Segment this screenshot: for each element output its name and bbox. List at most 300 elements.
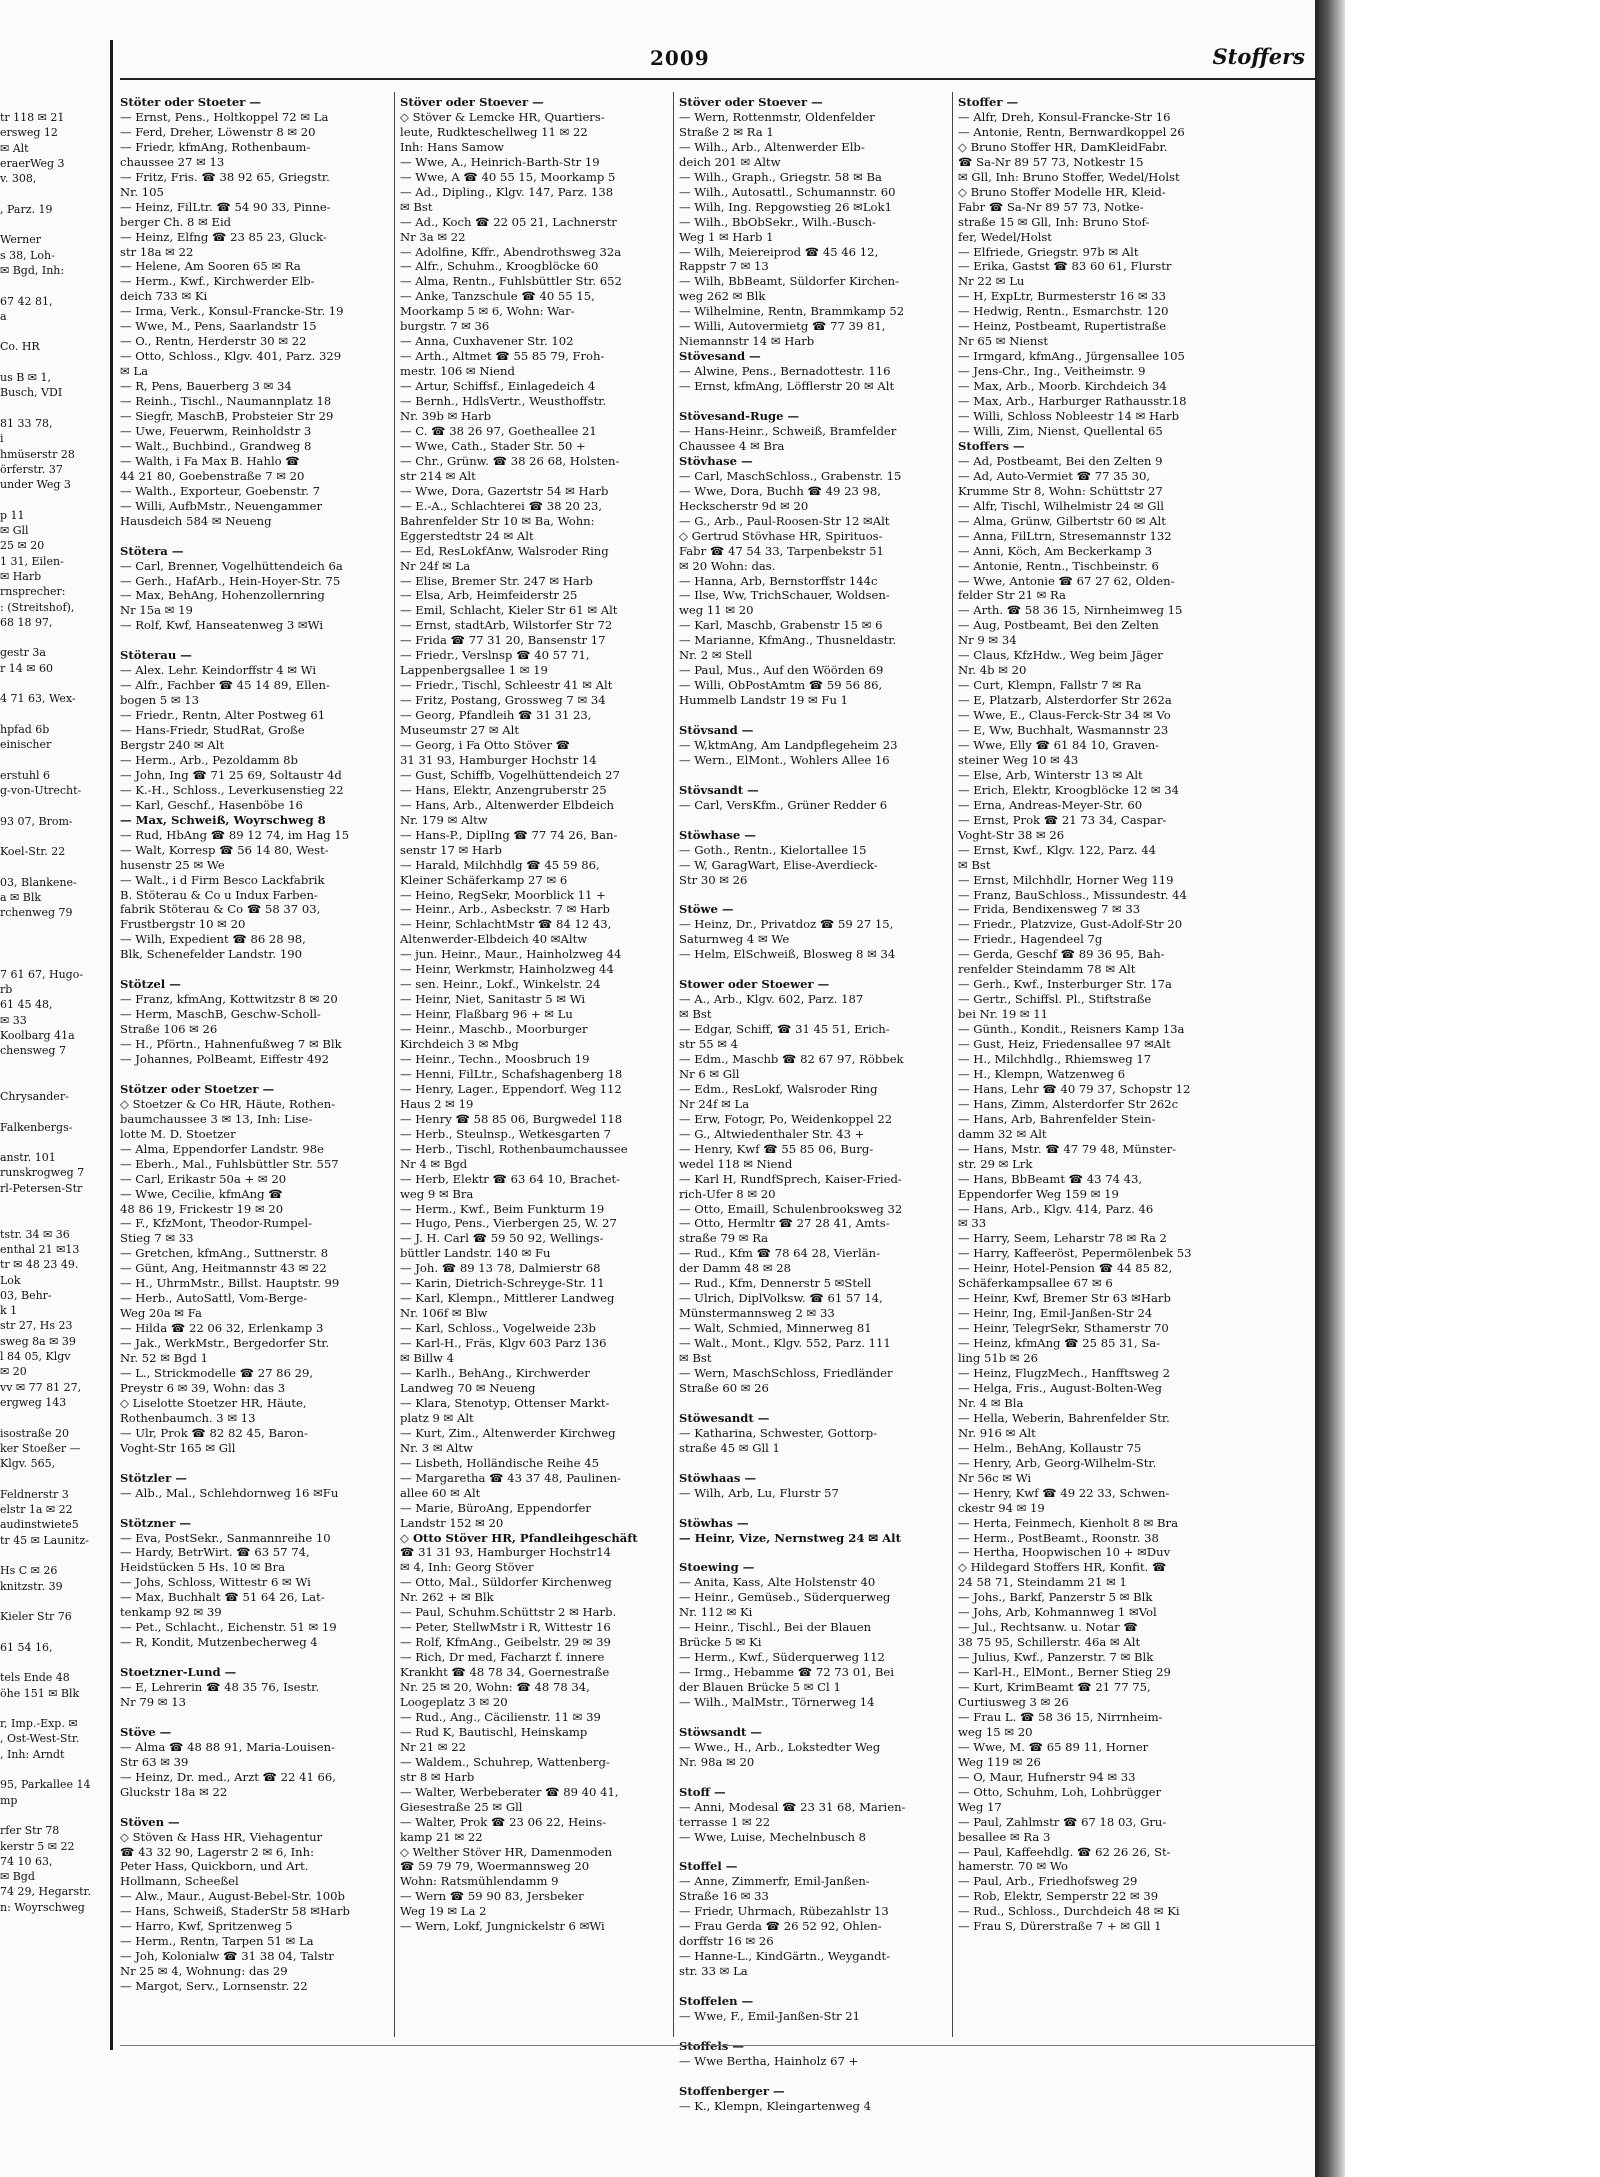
directory-entry: 24 58 71, Steindamm 21 ✉ 1 [958, 1575, 1127, 1590]
directory-entry: lotte M. D. Stoetzer [120, 1126, 236, 1141]
directory-entry: ☎ 59 79 79, Woermannsweg 20 [400, 1859, 590, 1874]
directory-entry: — Ad., Dipling., Klgv. 147, Parz. 138 [400, 184, 614, 199]
directory-entry: — Ernst, Pens., Holtkoppel 72 ✉ La [120, 109, 329, 124]
directory-entry: — Wwe, Dora, Buchh ☎ 49 23 98, [679, 483, 881, 498]
directory-entry: — Gust, Schiffb, Vogelhüttendeich 27 [400, 767, 620, 782]
directory-entry: Nr 65 ✉ Nienst [958, 334, 1048, 349]
fragment-line [0, 860, 92, 875]
fragment-line: a ✉ Blk [0, 891, 42, 905]
fragment-line [0, 1548, 92, 1563]
directory-entry: Haus 2 ✉ 19 [400, 1096, 474, 1111]
fragment-line: 67 42 81, [0, 294, 53, 308]
directory-entry: — Franz, kfmAng, Kottwitzstr 8 ✉ 20 [120, 992, 338, 1007]
directory-entry: — E, Lehrerin ☎ 48 35 76, Isestr. [120, 1680, 320, 1695]
fragment-line: str 27, Hs 23 [0, 1319, 73, 1333]
directory-entry: — Carl, VersKfm., Grüner Redder 6 [679, 797, 888, 812]
directory-entry: — Anna, FilLtrn, Stresemannstr 132 [958, 528, 1172, 543]
directory-entry: — Pet., Schlacht., Eichenstr. 51 ✉ 19 [120, 1620, 337, 1635]
surname-heading: Stöver oder Stoever — [679, 95, 823, 109]
directory-entry [679, 813, 949, 828]
directory-entry: — Jul., Rechtsanw. u. Notar ☎ [958, 1620, 1138, 1635]
directory-entry: — Johs, Arb, Kohmannweg 1 ✉Vol [958, 1605, 1157, 1620]
directory-entry: — Rich, Dr med, Facharzt f. innere [400, 1650, 605, 1665]
fragment-line: erstuhl 6 [0, 768, 51, 782]
directory-entry: ◇ Bruno Stoffer HR, DamKleidFabr. [958, 139, 1168, 154]
directory-entry: — Herm., PostBeamt., Roonstr. 38 [958, 1530, 1159, 1545]
fragment-line: knitzstr. 39 [0, 1579, 63, 1593]
directory-entry: straße 45 ✉ Gll 1 [679, 1440, 780, 1455]
fragment-line: , Inh: Arndt [0, 1747, 65, 1761]
surname-heading: Stötera — [120, 543, 184, 558]
directory-entry: Nr 15a ✉ 19 [120, 603, 193, 618]
directory-entry: — Henry, Lager., Eppendorf. Weg 112 [400, 1081, 622, 1096]
directory-entry: Landweg 70 ✉ Neueng [400, 1380, 536, 1395]
directory-entry: — Siegfr, MaschB, Probsteier Str 29 [120, 409, 334, 424]
directory-entry: — Herm., Kwf., Beim Funkturm 19 [400, 1201, 605, 1216]
directory-entry: Nr. 3 ✉ Altw [400, 1440, 473, 1455]
fragment-line: 61 45 48, [0, 998, 53, 1012]
directory-entry: — Artur, Schiffsf., Einlagedeich 4 [400, 379, 596, 394]
surname-heading: Stoffel — [679, 1859, 738, 1874]
fragment-line: 7 61 67, Hugo- [0, 967, 84, 981]
directory-entry: — Jak., WerkMstr., Bergedorfer Str. [120, 1336, 330, 1351]
directory-entry: — Margot, Serv., Lornsenstr. 22 [120, 1979, 308, 1994]
directory-entry: — Gerh., HafArb., Hein-Hoyer-Str. 75 [120, 573, 341, 588]
directory-entry: — Edgar, Schiff, ☎ 31 45 51, Erich- [679, 1022, 890, 1037]
directory-entry: — Willi, Zim, Nienst, Quellental 65 [958, 423, 1163, 438]
directory-entry: der Damm 48 ✉ 28 [679, 1261, 791, 1276]
directory-entry: — H., Pförtn., Hahnenfußweg 7 ✉ Blk [120, 1037, 342, 1052]
directory-entry: — Marie, BüroAng, Eppendorfer [400, 1500, 591, 1515]
directory-entry: bogen 5 ✉ 13 [120, 693, 200, 708]
directory-entry: — G., Arb., Paul-Roosen-Str 12 ✉Alt [679, 513, 890, 528]
directory-entry: ◇ Liselotte Stoetzer HR, Häute, [120, 1395, 307, 1410]
directory-entry: steiner Weg 10 ✉ 43 [958, 752, 1079, 767]
surname-heading: Stoffers — [958, 438, 1025, 453]
directory-entry: rich-Ufer 8 ✉ 20 [679, 1186, 776, 1201]
directory-entry: — Gerda, Geschf ☎ 89 36 95, Bah- [958, 947, 1165, 962]
directory-entry: Nr 4 ✉ Bgd [400, 1156, 468, 1171]
fragment-line [0, 217, 92, 232]
directory-entry: — Anke, Tanzschule ☎ 40 55 15, [400, 289, 595, 304]
directory-entry: — Hella, Weberin, Bahrenfelder Str. [958, 1410, 1170, 1425]
fragment-line: rnsprecher: [0, 585, 66, 599]
directory-entry: Voght-Str 38 ✉ 26 [958, 827, 1065, 842]
directory-entry: — Heinr, TelegrSekr, Sthamerstr 70 [958, 1321, 1169, 1336]
directory-entry: — Heinz, FilLtr. ☎ 54 90 33, Pinne- [120, 199, 331, 214]
directory-entry: — Wilh, BbBeamt, Süldorfer Kirchen- [679, 274, 900, 289]
directory-entry [679, 1710, 949, 1725]
directory-entry [679, 1456, 949, 1471]
directory-entry: chaussee 27 ✉ 13 [120, 154, 225, 169]
fragment-line: Klgv. 565, [0, 1457, 56, 1471]
directory-entry: Bahrenfelder Str 10 ✉ Ba, Wohn: [400, 513, 595, 528]
directory-entry: — Herm, MaschB, Geschw-Scholl- [120, 1007, 321, 1022]
directory-entry: — Walt., i d Firm Besco Lackfabrik [120, 872, 325, 887]
gutter-divider [110, 40, 113, 2050]
directory-entry: 38 75 95, Schillerstr. 46a ✉ Alt [958, 1635, 1141, 1650]
running-head: Stoffers [1212, 44, 1305, 69]
directory-entry: deich 201 ✉ Altw [679, 154, 781, 169]
directory-entry: — Claus, KfzHdw., Weg beim Jäger [958, 648, 1163, 663]
fragment-line: gestr 3a [0, 646, 46, 660]
fragment-line: p 11 [0, 508, 25, 522]
directory-entry: — Hanne-L., KindGärtn., Weygandt- [679, 1949, 891, 1964]
surname-heading: Stöwhas — [679, 1515, 749, 1530]
directory-entry: — Herb, Elektr ☎ 63 64 10, Brachet- [400, 1171, 621, 1186]
fragment-line: runskrogweg 7 [0, 1166, 85, 1180]
directory-entry: — Helm, ElSchweiß, Blosweg 8 ✉ 34 [679, 947, 896, 962]
directory-entry: — Marianne, KfmAng., Thusneldastr. [679, 633, 897, 648]
directory-entry: — Otto, Emaill, Schulenbrooksweg 32 [679, 1201, 903, 1216]
directory-entry: — Heinr, SchlachtMstr ☎ 84 12 43, [400, 917, 612, 932]
directory-entry: ◇ Gertrud Stövhase HR, Spirituos- [679, 528, 883, 543]
fragment-line: v. 308, [0, 172, 37, 186]
directory-entry: — Hans, Arb., Altenwerder Elbdeich [400, 797, 614, 812]
directory-entry: — Wilh., Graph., Griegstr. 58 ✉ Ba [679, 169, 882, 184]
directory-entry: Nr 79 ✉ 13 [120, 1694, 186, 1709]
fragment-line: g-von-Utrecht- [0, 784, 82, 798]
directory-entry: — Paul, Arb., Friedhofsweg 29 [958, 1874, 1138, 1889]
directory-entry: — Helene, Am Sooren 65 ✉ Ra [120, 259, 301, 274]
fragment-line [0, 829, 92, 844]
directory-entry: tenkamp 92 ✉ 39 [120, 1605, 222, 1620]
directory-entry: — Karl H, RundfSprech, Kaiser-Fried- [679, 1171, 902, 1186]
directory-entry: — Heinr, Werkmstr, Hainholzweg 44 [400, 962, 614, 977]
directory-entry [679, 962, 949, 977]
directory-entry: — Heinz, Dr. med., Arzt ☎ 22 41 66, [120, 1769, 336, 1784]
directory-entry: — Anita, Kass, Alte Holstenstr 40 [679, 1575, 876, 1590]
fragment-line: anstr. 101 [0, 1151, 56, 1165]
directory-entry: — Wwe, Antonie ☎ 67 27 62, Olden- [958, 573, 1175, 588]
fragment-line: 68 18 97, [0, 615, 53, 629]
column-3 [679, 95, 949, 2113]
directory-entry: — Reinh., Tischl., Naumannplatz 18 [120, 394, 332, 409]
directory-entry: — Heinr, Kwf, Bremer Str 63 ✉Harb [958, 1291, 1171, 1306]
directory-entry: Heckscherstr 9d ✉ 20 [679, 498, 809, 513]
directory-entry [679, 2024, 949, 2039]
directory-entry: Nr 25 ✉ 4, Wohnung: das 29 [120, 1964, 288, 1979]
directory-entry: ☎ 31 31 93, Hamburger Hochstr14 [400, 1545, 612, 1560]
directory-entry: — Waldem., Schuhrep, Wattenberg- [400, 1754, 610, 1769]
directory-entry: Preystr 6 ✉ 39, Wohn: das 3 [120, 1380, 286, 1395]
fragment-line: öhe 151 ✉ Blk [0, 1686, 80, 1700]
fragment-line: under Weg 3 [0, 478, 71, 492]
directory-entry: deich 733 ✉ Ki [120, 289, 208, 304]
directory-entry: — Hardy, BetrWirt. ☎ 63 57 74, [120, 1545, 310, 1560]
directory-entry [679, 1979, 949, 1994]
directory-entry: — Curt, Klempn, Fallstr 7 ✉ Ra [958, 678, 1142, 693]
directory-entry: — Wwe, A., Heinrich-Barth-Str 19 [400, 154, 600, 169]
directory-entry: — sen. Heinr., Lokf., Winkelstr. 24 [400, 977, 601, 992]
directory-entry: — W, GaragWart, Elise-Averdieck- [679, 857, 878, 872]
directory-entry: Fabr ☎ 47 54 33, Tarpenbekstr 51 [679, 543, 884, 558]
directory-entry: — Alw., Maur., August-Bebel-Str. 100b [120, 1889, 345, 1904]
directory-entry: — Heinr., Techn., Moosbruch 19 [400, 1052, 590, 1066]
fragment-line: s 38, Loh- [0, 248, 55, 262]
directory-entry: Krumme Str 8, Wohn: Schüttstr 27 [958, 483, 1163, 498]
fragment-line: hpfad 6b [0, 722, 50, 736]
column-rule [952, 92, 953, 2037]
directory-entry: — Alma, Grünw, Gilbertstr 60 ✉ Alt [958, 513, 1166, 528]
header-rule [120, 78, 1315, 80]
directory-entry: Münstermannsweg 2 ✉ 33 [679, 1306, 835, 1321]
directory-entry: — H, ExpLtr, Burmesterstr 16 ✉ 33 [958, 289, 1167, 304]
directory-entry: — Carl, Brenner, Vogelhüttendeich 6a [120, 558, 343, 573]
fragment-line [0, 1211, 92, 1226]
directory-entry: — Joh, Kolonialw ☎ 31 38 04, Talstr [120, 1949, 334, 1964]
directory-entry: ✉ Bst [679, 1007, 712, 1022]
directory-entry: — Heinr, Ing, Emil-Janßen-Str 24 [958, 1306, 1153, 1321]
surname-heading: Stöterau — [120, 648, 192, 663]
directory-entry: — Anni, Köch, Am Beckerkamp 3 [958, 543, 1153, 558]
directory-entry: fabrik Stöterau & Co ☎ 58 37 03, [120, 902, 321, 917]
fragment-line: : (Streitshof), [0, 600, 75, 614]
fragment-line: , Parz. 19 [0, 202, 53, 216]
directory-entry: — Heinz, Elfng ☎ 23 85 23, Gluck- [120, 229, 327, 244]
directory-entry: Loogeplatz 3 ✉ 20 [400, 1694, 508, 1709]
directory-entry: — Harro, Kwf, Spritzenweg 5 [120, 1919, 293, 1934]
directory-entry: — Rud., Schloss., Durchdeich 48 ✉ Ki [958, 1904, 1180, 1919]
fragment-line: 81 33 78, [0, 416, 53, 430]
directory-entry: — Else, Arb, Winterstr 13 ✉ Alt [958, 767, 1143, 782]
fragment-line: chensweg 7 [0, 1044, 66, 1058]
directory-entry: — Alb., Mal., Schlehdornweg 16 ✉Fu [120, 1485, 339, 1500]
directory-entry: — Ad., Koch ☎ 22 05 21, Lachnerstr [400, 214, 617, 229]
directory-entry: ◇ Stöver & Lemcke HR, Quartiers- [400, 109, 605, 124]
fragment-line: Co. HR [0, 340, 40, 354]
directory-entry: — Franz, BauSchloss., Missundestr. 44 [958, 887, 1187, 902]
directory-entry: — Wilh., Autosattl., Schumannstr. 60 [679, 184, 896, 199]
fragment-line: elstr 1a ✉ 22 [0, 1503, 73, 1517]
directory-entry: ☎ 43 32 90, Lagerstr 2 ✉ 6, Inh: [120, 1844, 315, 1859]
fragment-line: Koel-Str. 22 [0, 845, 66, 859]
directory-entry: — O, Maur, Hufnerstr 94 ✉ 33 [958, 1769, 1136, 1784]
directory-entry: Kleiner Schäferkamp 27 ✉ 6 [400, 872, 568, 887]
directory-entry: — Wwe, Luise, Mechelnbusch 8 [679, 1829, 866, 1844]
surname-heading: Stöter oder Stoeter — [120, 95, 262, 109]
fragment-line: ker Stoeßer — [0, 1441, 81, 1455]
fragment-line: rfer Str 78 [0, 1824, 60, 1838]
directory-entry: Eggerstedtstr 24 ✉ Alt [400, 528, 534, 543]
directory-entry: Nr. 916 ✉ Alt [958, 1425, 1036, 1440]
directory-entry: — Margaretha ☎ 43 37 48, Paulinen- [400, 1470, 621, 1485]
directory-entry: — Wwe, Dora, Gazertstr 54 ✉ Harb [400, 483, 609, 498]
directory-entry: — Hans-Friedr, StudRat, Große [120, 723, 305, 738]
directory-entry: Wohn: Ratsmühlendamm 9 [400, 1874, 559, 1889]
directory-entry: husenstr 25 ✉ We [120, 857, 225, 872]
directory-entry: Moorkamp 5 ✉ 6, Wohn: War- [400, 304, 575, 319]
fragment-line: Hs C ✉ 26 [0, 1564, 58, 1578]
directory-entry: Gluckstr 18a ✉ 22 [120, 1784, 228, 1799]
directory-entry: bei Nr. 19 ✉ 11 [958, 1007, 1049, 1022]
fragment-line: Chrysander- [0, 1090, 69, 1103]
directory-entry: Weg 19 ✉ La 2 [400, 1904, 487, 1919]
directory-entry: Peter Hass, Quickborn, und Art. [120, 1859, 309, 1874]
fragment-line: ergweg 143 [0, 1395, 67, 1409]
directory-entry: ✉ Bst [958, 857, 991, 872]
directory-entry: ckestr 94 ✉ 19 [958, 1500, 1045, 1515]
fragment-line: tels Ende 48 [0, 1671, 70, 1685]
directory-entry: berger Ch. 8 ✉ Eid [120, 214, 232, 229]
directory-entry: — Hans, BbBeamt ☎ 43 74 43, [958, 1171, 1143, 1186]
directory-entry: — Gust, Heiz, Friedensallee 97 ✉Alt [958, 1037, 1171, 1052]
directory-entry [120, 1501, 390, 1516]
directory-entry: — Friedr., Hagendeel 7g [958, 932, 1103, 947]
bottom-rule [120, 2045, 1315, 2046]
directory-entry: — Edm., Maschb ☎ 82 67 97, Röbbek [679, 1052, 904, 1066]
directory-entry: — Georg, i Fa Otto Stöver ☎ [400, 737, 571, 752]
directory-entry: — Wwe, F., Emil-Janßen-Str 21 [679, 2009, 861, 2023]
directory-entry: — Johannes, PolBeamt, Eiffestr 492 [120, 1052, 329, 1066]
directory-entry: — Rud., Kfm ☎ 78 64 28, Vierlän- [679, 1246, 880, 1261]
fragment-line [0, 355, 92, 370]
directory-entry: — Wilh, Expedient ☎ 86 28 98, [120, 932, 306, 947]
directory-entry: — Frau S, Dürerstraße 7 + ✉ Gll 1 [958, 1919, 1162, 1934]
directory-entry: Eppendorfer Weg 159 ✉ 19 [958, 1186, 1119, 1201]
directory-entry: — Henry, Kwf ☎ 49 22 33, Schwen- [958, 1485, 1170, 1500]
fragment-line [0, 1471, 92, 1486]
directory-entry: — Wilh, Ing. Repgowstieg 26 ✉Lok1 [679, 199, 892, 214]
directory-entry: — Kurt, Zim., Altenwerder Kirchweg [400, 1425, 616, 1440]
directory-entry: — Wern., ElMont., Wohlers Allee 16 [679, 752, 890, 767]
directory-entry: — Erw, Fotogr, Po, Weidenkoppel 22 [679, 1111, 893, 1126]
surname-heading: Stötzner — [120, 1515, 191, 1530]
directory-entry: Straße 60 ✉ 26 [679, 1380, 769, 1395]
surname-heading: Stöven — [120, 1814, 180, 1829]
directory-entry: — Harry, Seem, Leharstr 78 ✉ Ra 2 [958, 1231, 1167, 1246]
directory-entry: 48 86 19, Frickestr 19 ✉ 20 [120, 1201, 284, 1216]
directory-entry: Giesestraße 25 ✉ Gll [400, 1799, 523, 1814]
surname-heading: Stöwhase — [679, 827, 756, 842]
directory-entry: — H., UhrmMstr., Billst. Hauptstr. 99 [120, 1276, 340, 1291]
directory-entry: — Elsa, Arb, Heimfeiderstr 25 [400, 588, 578, 603]
directory-entry: — R, Pens, Bauerberg 3 ✉ 34 [120, 379, 292, 394]
directory-entry: — Walt., Mont., Klgv. 552, Parz. 111 [679, 1336, 891, 1351]
directory-entry: — Hans, Lehr ☎ 40 79 37, Schopstr 12 [958, 1081, 1191, 1096]
directory-entry: — Heinz, kfmAng ☎ 25 85 31, Sa- [958, 1336, 1161, 1351]
directory-entry: — Paul, Schuhm.Schüttstr 2 ✉ Harb. [400, 1605, 617, 1620]
directory-entry: — Ernst, kfmAng, Löfflerstr 20 ✉ Alt [679, 379, 895, 394]
directory-entry: — Rud K, Bautischl, Heinskamp [400, 1724, 588, 1739]
directory-entry: Nr 24f ✉ La [400, 558, 471, 573]
directory-entry: — Hugo, Pens., Vierbergen 25, W. 27 [400, 1216, 617, 1231]
directory-entry: Nr. 39b ✉ Harb [400, 409, 492, 424]
directory-entry: allee 60 ✉ Alt [400, 1485, 481, 1500]
directory-entry: — Paul, Zahlmstr ☎ 67 18 03, Gru- [958, 1814, 1167, 1829]
directory-entry: Bergstr 240 ✉ Alt [120, 737, 225, 752]
directory-entry: — Irmgard, kfmAng., Jürgensallee 105 [958, 349, 1185, 364]
fragment-line: Falkenbergs- [0, 1120, 73, 1134]
directory-entry: — R, Kondit, Mutzenbecherweg 4 [120, 1635, 318, 1650]
directory-entry: — Gretchen, kfmAng., Suttnerstr. 8 [120, 1246, 329, 1261]
directory-entry: str. 29 ✉ Lrk [958, 1156, 1033, 1171]
fragment-line: 03, Behr- [0, 1288, 52, 1302]
column-rule [673, 92, 674, 2037]
directory-entry: Weg 17 [958, 1799, 1002, 1814]
fragment-line: Koolbarg 41a [0, 1028, 75, 1042]
directory-entry: — Wilh, Arb, Lu, Flurstr 57 [679, 1485, 839, 1500]
directory-entry: — Wilh., MalMstr., Törnerweg 14 [679, 1694, 875, 1709]
fragment-line: Lok [0, 1273, 21, 1287]
fragment-line [0, 951, 92, 966]
directory-entry: — Herta, Feinmech, Kienholt 8 ✉ Bra [958, 1515, 1178, 1530]
directory-entry: — Frida, Bendixensweg 7 ✉ 33 [958, 902, 1141, 917]
surname-heading: Stövsandt — [679, 782, 759, 797]
directory-entry: — Friedr., Tischl, Schleestr 41 ✉ Alt [400, 678, 613, 693]
directory-entry: — Walt., Buchbind., Grandweg 8 [120, 438, 312, 453]
directory-entry: — Otto, Schloss., Klgv. 401, Parz. 329 [120, 349, 342, 364]
directory-entry: — H., Klempn, Watzenweg 6 [958, 1066, 1126, 1081]
directory-entry: — J. H. Carl ☎ 59 50 92, Wellings- [400, 1231, 604, 1246]
directory-entry: — Irma, Verk., Konsul-Francke-Str. 19 [120, 304, 344, 319]
directory-entry: — Lisbeth, Holländische Reihe 45 [400, 1455, 599, 1470]
directory-entry: — Irmg., Hebamme ☎ 72 73 01, Bei [679, 1665, 894, 1680]
fragment-line: rchenweg 79 [0, 906, 73, 920]
directory-entry: — Ulr, Prok ☎ 82 82 45, Baron- [120, 1425, 308, 1440]
directory-entry: — Hans, Elektr, Anzengruberstr 25 [400, 782, 607, 797]
directory-entry: Weg 20a ✉ Fa [120, 1306, 202, 1321]
fragment-line: 74 10 63, [0, 1854, 53, 1868]
directory-entry: Voght-Str 165 ✉ Gll [120, 1440, 236, 1455]
directory-entry: — Heinr, Hotel-Pension ☎ 44 85 82, [958, 1261, 1173, 1276]
fragment-line: Kieler Str 76 [0, 1610, 72, 1624]
fragment-line: tr 118 ✉ 21 [0, 111, 65, 124]
directory-entry: — John, Ing ☎ 71 25 69, Soltaustr 4d [120, 767, 342, 782]
fragment-line: kerstr 5 ✉ 22 [0, 1839, 75, 1853]
directory-entry: — Walt, Korresp ☎ 56 14 80, West- [120, 842, 329, 857]
fragment-line: audinstwiete5 [0, 1518, 79, 1532]
directory-entry: — Hans, Mstr. ☎ 47 79 48, Münster- [958, 1141, 1177, 1156]
directory-entry: — Elise, Bremer Str. 247 ✉ Harb [400, 573, 593, 588]
directory-entry [120, 1650, 390, 1665]
directory-entry: — W,ktmAng, Am Landpflegeheim 23 [679, 737, 898, 752]
fragment-line: Feldnerstr 3 [0, 1487, 69, 1501]
directory-entry: — Wwe, A ☎ 40 55 15, Moorkamp 5 [400, 169, 616, 184]
column-rule [394, 92, 395, 2037]
directory-entry: — Henry ☎ 58 85 06, Burgwedel 118 [400, 1111, 623, 1126]
directory-entry: — Karl, Geschf., Hasenböbe 16 [120, 797, 303, 812]
directory-entry: — Jens-Chr., Ing., Veitheimstr. 9 [958, 364, 1146, 379]
fragment-line [0, 1655, 92, 1670]
directory-entry: leute, Rudkteschellweg 11 ✉ 22 [400, 124, 588, 139]
directory-entry: — G., Altwiedenthaler Str. 43 + [679, 1126, 865, 1141]
directory-entry: Stieg 7 ✉ 33 [120, 1231, 194, 1246]
directory-entry: — Hans, Arb, Bahrenfelder Stein- [958, 1111, 1156, 1126]
fragment-line: Busch, VDI [0, 386, 63, 400]
directory-entry: Nr. 2 ✉ Stell [679, 648, 753, 663]
directory-entry: Nr. 106f ✉ Blw [400, 1306, 488, 1321]
directory-entry: — L., Strickmodelle ☎ 27 86 29, [120, 1366, 314, 1381]
directory-entry: — Frau Gerda ☎ 26 52 92, Ohlen- [679, 1919, 882, 1934]
directory-entry: — Alfr., Schuhm., Kroogblöcke 60 [400, 259, 599, 274]
fragment-line: ✉ Bgd, Inh: [0, 263, 65, 277]
directory-entry: — Heinr., Maschb., Moorburger [400, 1022, 588, 1037]
directory-entry: — Julius, Kwf., Panzerstr. 7 ✉ Blk [958, 1650, 1154, 1665]
directory-entry: — Wwe, Cath., Stader Str. 50 + [400, 438, 586, 453]
directory-entry: — A., Arb., Klgv. 602, Parz. 187 [679, 992, 864, 1007]
directory-entry: ✉ Gll, Inh: Bruno Stoffer, Wedel/Holst [958, 169, 1180, 184]
directory-entry: ◇ Stoetzer & Co HR, Häute, Rothen- [120, 1096, 336, 1111]
directory-entry: — Heinr., Gemüseb., Süderquerweg [679, 1590, 891, 1605]
directory-entry [679, 394, 949, 409]
directory-entry: — Willi, Schloss Nobleestr 14 ✉ Harb [958, 409, 1180, 424]
directory-entry: Fabr ☎ Sa-Nr 89 57 73, Notke- [958, 199, 1144, 214]
directory-entry: — Alfr, Tischl, Wilhelmistr 24 ✉ Gll [958, 498, 1164, 513]
directory-entry: renfelder Steindamm 78 ✉ Alt [958, 962, 1136, 977]
directory-entry: — Herm., Arb., Pezoldamm 8b [120, 752, 298, 767]
directory-entry: weg 262 ✉ Blk [679, 289, 766, 304]
